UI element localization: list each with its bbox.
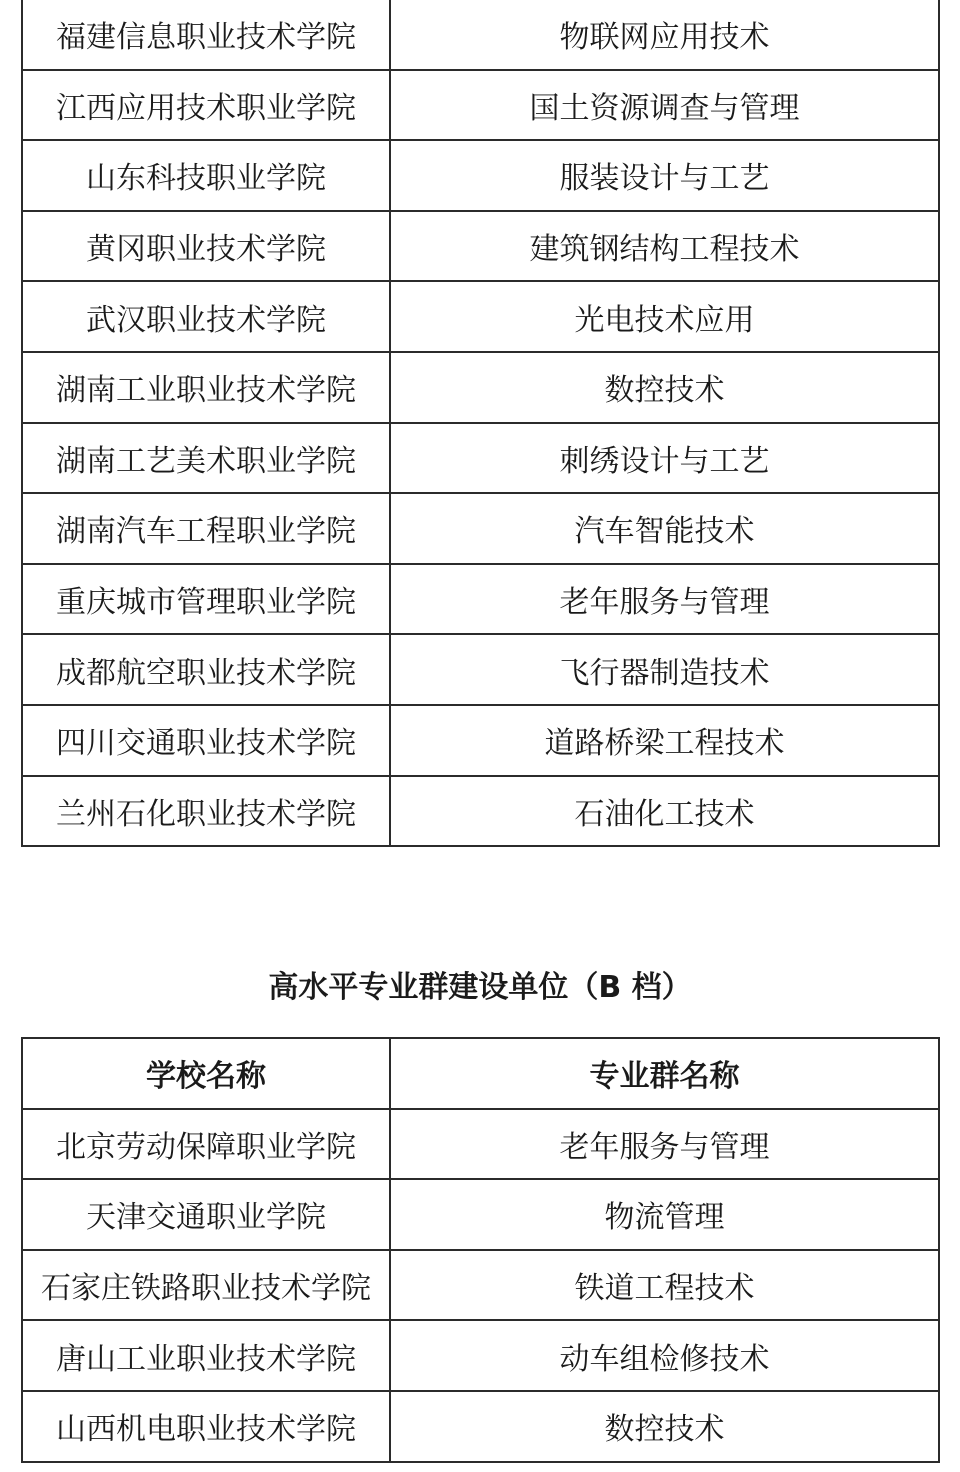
table-row — [22, 564, 939, 635]
major-group-cell: 建筑钢结构工程技术 — [390, 211, 939, 282]
table-row — [22, 493, 939, 564]
major-group-cell: 刺绣设计与工艺 — [390, 423, 939, 494]
table-row — [22, 776, 939, 847]
table-a-upper — [21, 0, 940, 847]
table-row — [22, 70, 939, 141]
major-group-cell: 服装设计与工艺 — [390, 140, 939, 211]
major-group-cell: 光电技术应用 — [390, 281, 939, 352]
major-group-cell: 物联网应用技术 — [390, 0, 939, 70]
table-row — [22, 1109, 939, 1180]
table-row — [22, 140, 939, 211]
table-row — [22, 1391, 939, 1462]
major-group-cell: 石油化工技术 — [390, 776, 939, 847]
major-group-cell: 老年服务与管理 — [390, 1109, 939, 1180]
table-row — [22, 211, 939, 282]
school-name-cell: 四川交通职业技术学院 — [22, 705, 390, 776]
school-name-cell: 湖南汽车工程职业学院 — [22, 493, 390, 564]
school-name-cell: 山西机电职业技术学院 — [22, 1391, 390, 1462]
table-row — [22, 0, 939, 70]
school-name-cell: 成都航空职业技术学院 — [22, 634, 390, 705]
major-group-cell: 物流管理 — [390, 1179, 939, 1250]
table-row — [22, 352, 939, 423]
school-name-cell: 黄冈职业技术学院 — [22, 211, 390, 282]
major-group-cell: 动车组检修技术 — [390, 1320, 939, 1391]
table-row — [22, 1179, 939, 1250]
table-header-row — [22, 1038, 939, 1109]
school-name-cell: 天津交通职业学院 — [22, 1179, 390, 1250]
major-group-cell: 老年服务与管理 — [390, 564, 939, 635]
school-name-cell: 湖南工业职业技术学院 — [22, 352, 390, 423]
major-group-cell: 铁道工程技术 — [390, 1250, 939, 1321]
table-row — [22, 281, 939, 352]
school-name-cell: 唐山工业职业技术学院 — [22, 1320, 390, 1391]
school-name-cell: 山东科技职业学院 — [22, 140, 390, 211]
school-name-cell: 江西应用技术职业学院 — [22, 70, 390, 141]
table-row — [22, 1250, 939, 1321]
major-group-cell: 道路桥梁工程技术 — [390, 705, 939, 776]
school-name-cell: 湖南工艺美术职业学院 — [22, 423, 390, 494]
major-group-cell: 数控技术 — [390, 352, 939, 423]
school-name-cell: 武汉职业技术学院 — [22, 281, 390, 352]
school-name-cell: 兰州石化职业技术学院 — [22, 776, 390, 847]
major-group-cell: 国土资源调查与管理 — [390, 70, 939, 141]
school-name-cell: 北京劳动保障职业学院 — [22, 1109, 390, 1180]
section-b-title: 高水平专业群建设单位（B 档） — [268, 970, 692, 1005]
school-name-cell: 石家庄铁路职业技术学院 — [22, 1250, 390, 1321]
header-major-group: 专业群名称 — [390, 1038, 939, 1109]
table-row — [22, 705, 939, 776]
table-row — [22, 423, 939, 494]
table-row — [22, 1320, 939, 1391]
table-row — [22, 634, 939, 705]
school-name-cell: 福建信息职业技术学院 — [22, 0, 390, 70]
major-group-cell: 汽车智能技术 — [390, 493, 939, 564]
table-b-grade — [21, 1037, 940, 1463]
school-name-cell: 重庆城市管理职业学院 — [22, 564, 390, 635]
major-group-cell: 飞行器制造技术 — [390, 634, 939, 705]
major-group-cell: 数控技术 — [390, 1391, 939, 1462]
header-school-name: 学校名称 — [22, 1038, 390, 1109]
